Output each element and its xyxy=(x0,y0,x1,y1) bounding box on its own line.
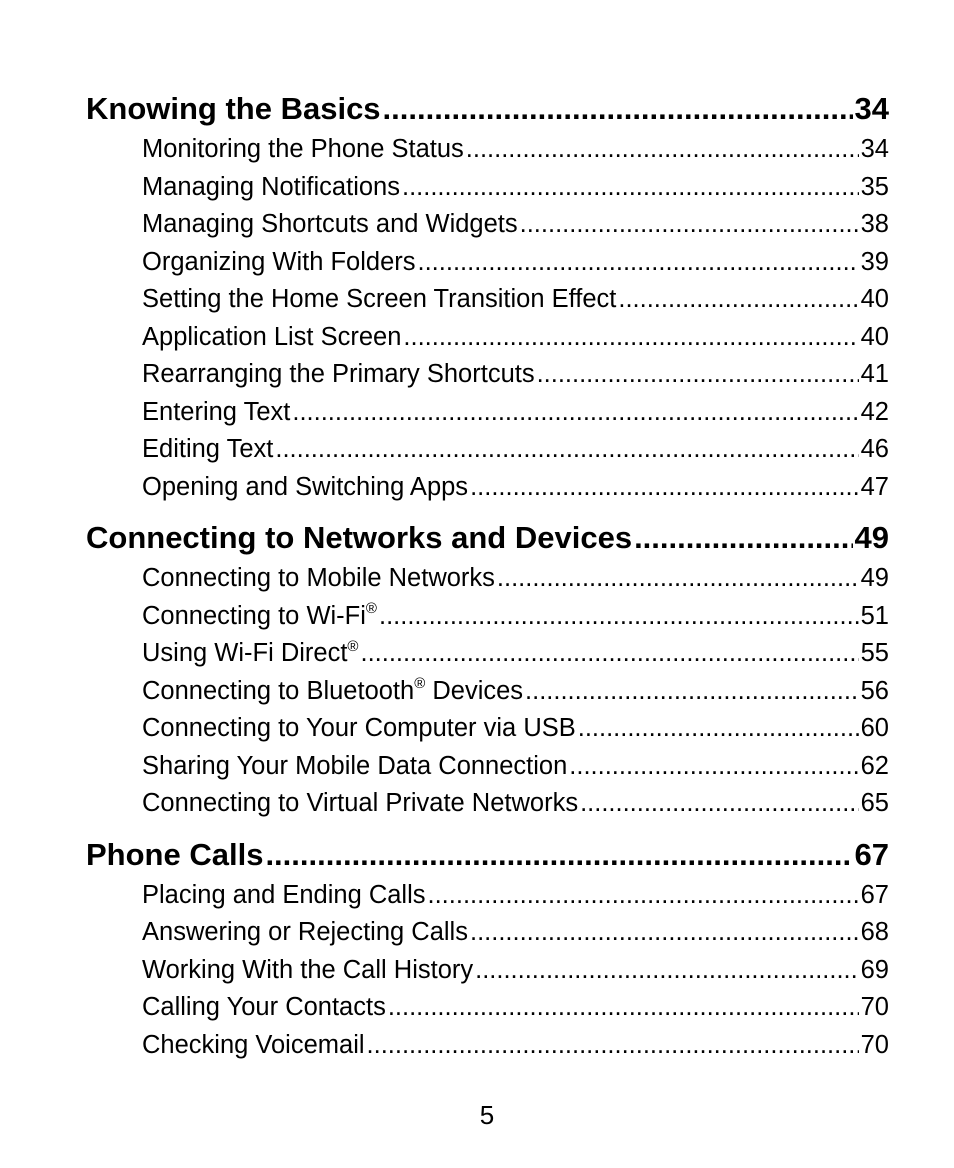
dot-leader xyxy=(466,131,859,169)
dot-leader xyxy=(580,785,859,823)
entry-page-number: 55 xyxy=(860,639,889,667)
chapter-heading[interactable] xyxy=(86,833,889,877)
toc-entry[interactable] xyxy=(86,356,889,394)
chapter-heading[interactable] xyxy=(86,516,889,560)
entry-page-number: 46 xyxy=(860,435,889,463)
chapter-page-number: 49 xyxy=(854,520,889,555)
dot-leader xyxy=(379,598,859,636)
table-of-contents xyxy=(86,87,889,1064)
dot-leader xyxy=(360,635,858,673)
entry-page-number: 39 xyxy=(860,247,889,276)
dot-leader xyxy=(525,673,859,711)
entry-title xyxy=(142,673,523,711)
entry-title: Editing Text xyxy=(142,435,274,463)
entry-title: Setting the Home Screen Transition Effect xyxy=(142,285,617,313)
entry-title: Connecting to Mobile Networks xyxy=(142,564,495,592)
entry-page-number: 56 xyxy=(860,676,889,705)
chapter-title: Phone Calls xyxy=(86,836,264,872)
entry-title: Opening and Switching Apps xyxy=(142,472,469,501)
entry-page-number: 42 xyxy=(860,397,889,426)
dot-leader xyxy=(578,710,859,748)
toc-entry[interactable] xyxy=(86,469,889,507)
entry-title: Placing and Ending Calls xyxy=(142,880,426,909)
dot-leader xyxy=(520,206,859,244)
entry-title: Monitoring the Phone Status xyxy=(142,135,464,163)
entry-page-number: 40 xyxy=(860,285,889,313)
entry-title-suffix: Devices xyxy=(425,676,524,705)
toc-entry[interactable] xyxy=(86,319,889,357)
entry-title: Organizing With Folders xyxy=(142,247,416,276)
entry-title: Application List Screen xyxy=(142,322,402,351)
entry-title: Sharing Your Mobile Data Connection xyxy=(142,751,568,780)
toc-entry[interactable] xyxy=(86,673,889,711)
chapter-page-number: 34 xyxy=(854,91,889,126)
registered-mark: ® xyxy=(365,600,377,617)
dot-leader xyxy=(292,394,858,432)
entry-title: Calling Your Contacts xyxy=(142,993,386,1021)
entry-page-number: 41 xyxy=(860,360,889,388)
dot-leader xyxy=(403,319,858,357)
dot-leader xyxy=(402,169,859,207)
dot-leader xyxy=(275,431,858,469)
toc-entry[interactable] xyxy=(86,710,889,748)
entry-title: Managing Shortcuts and Widgets xyxy=(142,210,518,238)
entry-page-number: 34 xyxy=(860,135,889,163)
dot-leader xyxy=(569,748,858,786)
toc-entry[interactable] xyxy=(86,394,889,432)
entry-title xyxy=(142,598,377,636)
toc-entry[interactable] xyxy=(86,914,889,952)
dot-leader xyxy=(418,244,859,282)
entry-page-number: 35 xyxy=(860,172,889,201)
entry-page-number: 47 xyxy=(860,472,889,501)
dot-leader xyxy=(428,877,859,915)
toc-entry[interactable] xyxy=(86,244,889,282)
toc-entry[interactable] xyxy=(86,785,889,823)
dot-leader xyxy=(537,356,859,394)
entry-page-number: 68 xyxy=(860,918,889,946)
toc-entry[interactable] xyxy=(86,206,889,244)
dot-leader xyxy=(470,914,859,952)
entry-page-number: 70 xyxy=(860,993,889,1021)
toc-entry[interactable] xyxy=(86,748,889,786)
toc-entry[interactable] xyxy=(86,989,889,1027)
toc-entry[interactable] xyxy=(86,952,889,990)
dot-leader xyxy=(388,989,859,1027)
entry-title: Connecting to Your Computer via USB xyxy=(142,714,576,742)
registered-mark: ® xyxy=(347,637,359,655)
chapter-page-number: 67 xyxy=(854,836,889,872)
toc-section-knowing-the-basics xyxy=(86,87,889,506)
chapter-title: Connecting to Networks and Devices xyxy=(86,520,633,555)
entry-title-text: Connecting to Wi-Fi xyxy=(142,601,366,630)
dot-leader xyxy=(265,833,852,877)
entry-page-number: 67 xyxy=(860,880,889,909)
registered-mark: ® xyxy=(414,675,426,692)
toc-entry[interactable] xyxy=(86,431,889,469)
entry-title: Connecting to Virtual Private Networks xyxy=(142,789,579,817)
chapter-heading[interactable] xyxy=(86,87,889,131)
toc-entry[interactable] xyxy=(86,560,889,598)
dot-leader xyxy=(634,516,852,560)
entry-page-number: 65 xyxy=(860,789,889,817)
entry-title xyxy=(142,635,358,673)
toc-entry[interactable] xyxy=(86,1027,889,1065)
dot-leader xyxy=(618,281,858,319)
dot-leader xyxy=(470,469,859,507)
toc-entry[interactable] xyxy=(86,598,889,636)
dot-leader xyxy=(383,87,853,131)
toc-entry[interactable] xyxy=(86,635,889,673)
page-number: 5 xyxy=(479,1100,495,1130)
entry-title-text: Using Wi-Fi Direct xyxy=(142,639,348,667)
toc-section-connecting-to-networks xyxy=(86,516,889,823)
entry-title-text: Connecting to Bluetooth xyxy=(142,676,415,705)
entry-title: Working With the Call History xyxy=(142,955,474,984)
entry-title: Entering Text xyxy=(142,397,291,426)
entry-title: Answering or Rejecting Calls xyxy=(142,918,468,946)
entry-page-number: 49 xyxy=(860,564,889,592)
toc-section-phone-calls xyxy=(86,833,889,1065)
entry-page-number: 62 xyxy=(860,751,889,780)
entry-page-number: 70 xyxy=(860,1030,889,1059)
entry-page-number: 69 xyxy=(860,955,889,984)
toc-entry[interactable] xyxy=(86,281,889,319)
chapter-title: Knowing the Basics xyxy=(86,91,381,126)
toc-entry[interactable] xyxy=(86,169,889,207)
entry-page-number: 51 xyxy=(860,601,889,630)
toc-entry[interactable] xyxy=(86,131,889,169)
entry-title: Rearranging the Primary Shortcuts xyxy=(142,360,535,388)
entry-title: Checking Voicemail xyxy=(142,1030,365,1059)
entry-page-number: 40 xyxy=(860,322,889,351)
entry-title: Managing Notifications xyxy=(142,172,400,201)
dot-leader xyxy=(475,952,859,990)
dot-leader xyxy=(367,1027,859,1065)
dot-leader xyxy=(497,560,859,598)
entry-page-number: 38 xyxy=(860,210,889,238)
toc-entry[interactable] xyxy=(86,877,889,915)
entry-page-number: 60 xyxy=(860,714,889,742)
